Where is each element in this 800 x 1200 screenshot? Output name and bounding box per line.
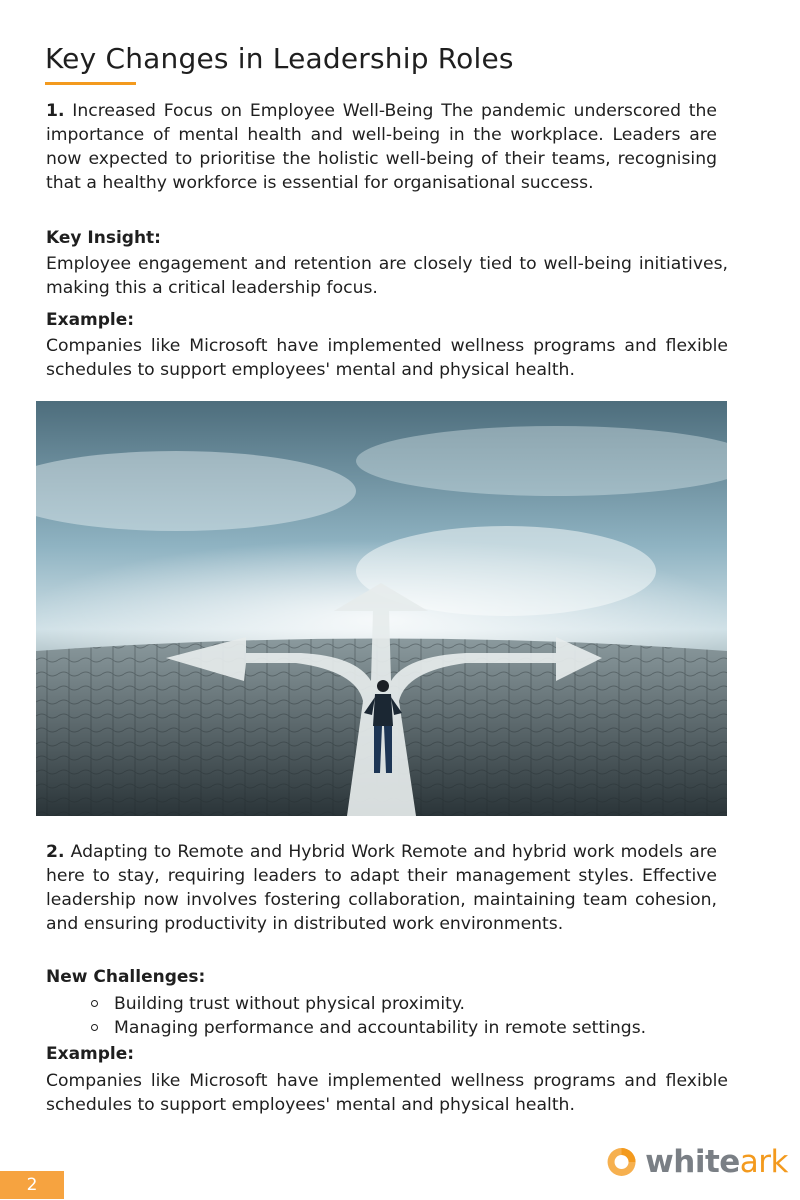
list-item: Building trust without physical proximity.: [90, 992, 646, 1016]
bullet-circle-icon: [91, 1000, 98, 1007]
logo-wordmark: whiteark: [645, 1144, 788, 1180]
section-2-text: Adapting to Remote and Hybrid Work Remote and hybrid work models are here to stay, requiring leaders to adapt their management styles. Effective leadership now involves fostering collaboration, maintaining team cohesion, and ensuring productivity in distributed work environments.: [46, 842, 717, 934]
example-text-2: Companies like Microsoft have implemented wellness programs and flexible schedules to support employees' mental and physical health.: [46, 1071, 728, 1115]
ring-logo-icon: [606, 1142, 637, 1182]
section-1-number: 1.: [46, 101, 65, 121]
section-1-paragraph: [46, 99, 717, 195]
section-2-number: 2.: [46, 842, 65, 862]
example-label-2: Example:: [46, 1044, 135, 1064]
new-challenges-label: New Challenges:: [46, 967, 206, 987]
example-text-1: Companies like Microsoft have implemented wellness programs and flexible schedules to support employees' mental and physical health.: [46, 336, 728, 380]
page-number: 2: [0, 1171, 64, 1199]
crossroads-photo: [36, 401, 727, 816]
whiteark-logo: [606, 1140, 788, 1184]
title-underline: [45, 82, 136, 85]
section-2-paragraph: [46, 840, 717, 936]
key-insight-label: Key Insight:: [46, 228, 161, 248]
key-insight-text: Employee engagement and retention are closely tied to well-being initiatives, making this a critical leadership focus.: [46, 254, 728, 298]
example-label-1: Example:: [46, 310, 135, 330]
page-title: Key Changes in Leadership Roles: [45, 42, 514, 75]
challenges-list: [90, 992, 646, 1040]
section-1-text: Increased Focus on Employee Well-Being The pandemic underscored the importance of mental health and well-being in the workplace. Leaders are now expected to prioritise the holistic well-being of their teams, recognising that a healthy workforce is essential for organisational success.: [46, 101, 717, 193]
bullet-circle-icon: [91, 1024, 98, 1031]
list-item: Managing performance and accountability in remote settings.: [90, 1016, 646, 1040]
